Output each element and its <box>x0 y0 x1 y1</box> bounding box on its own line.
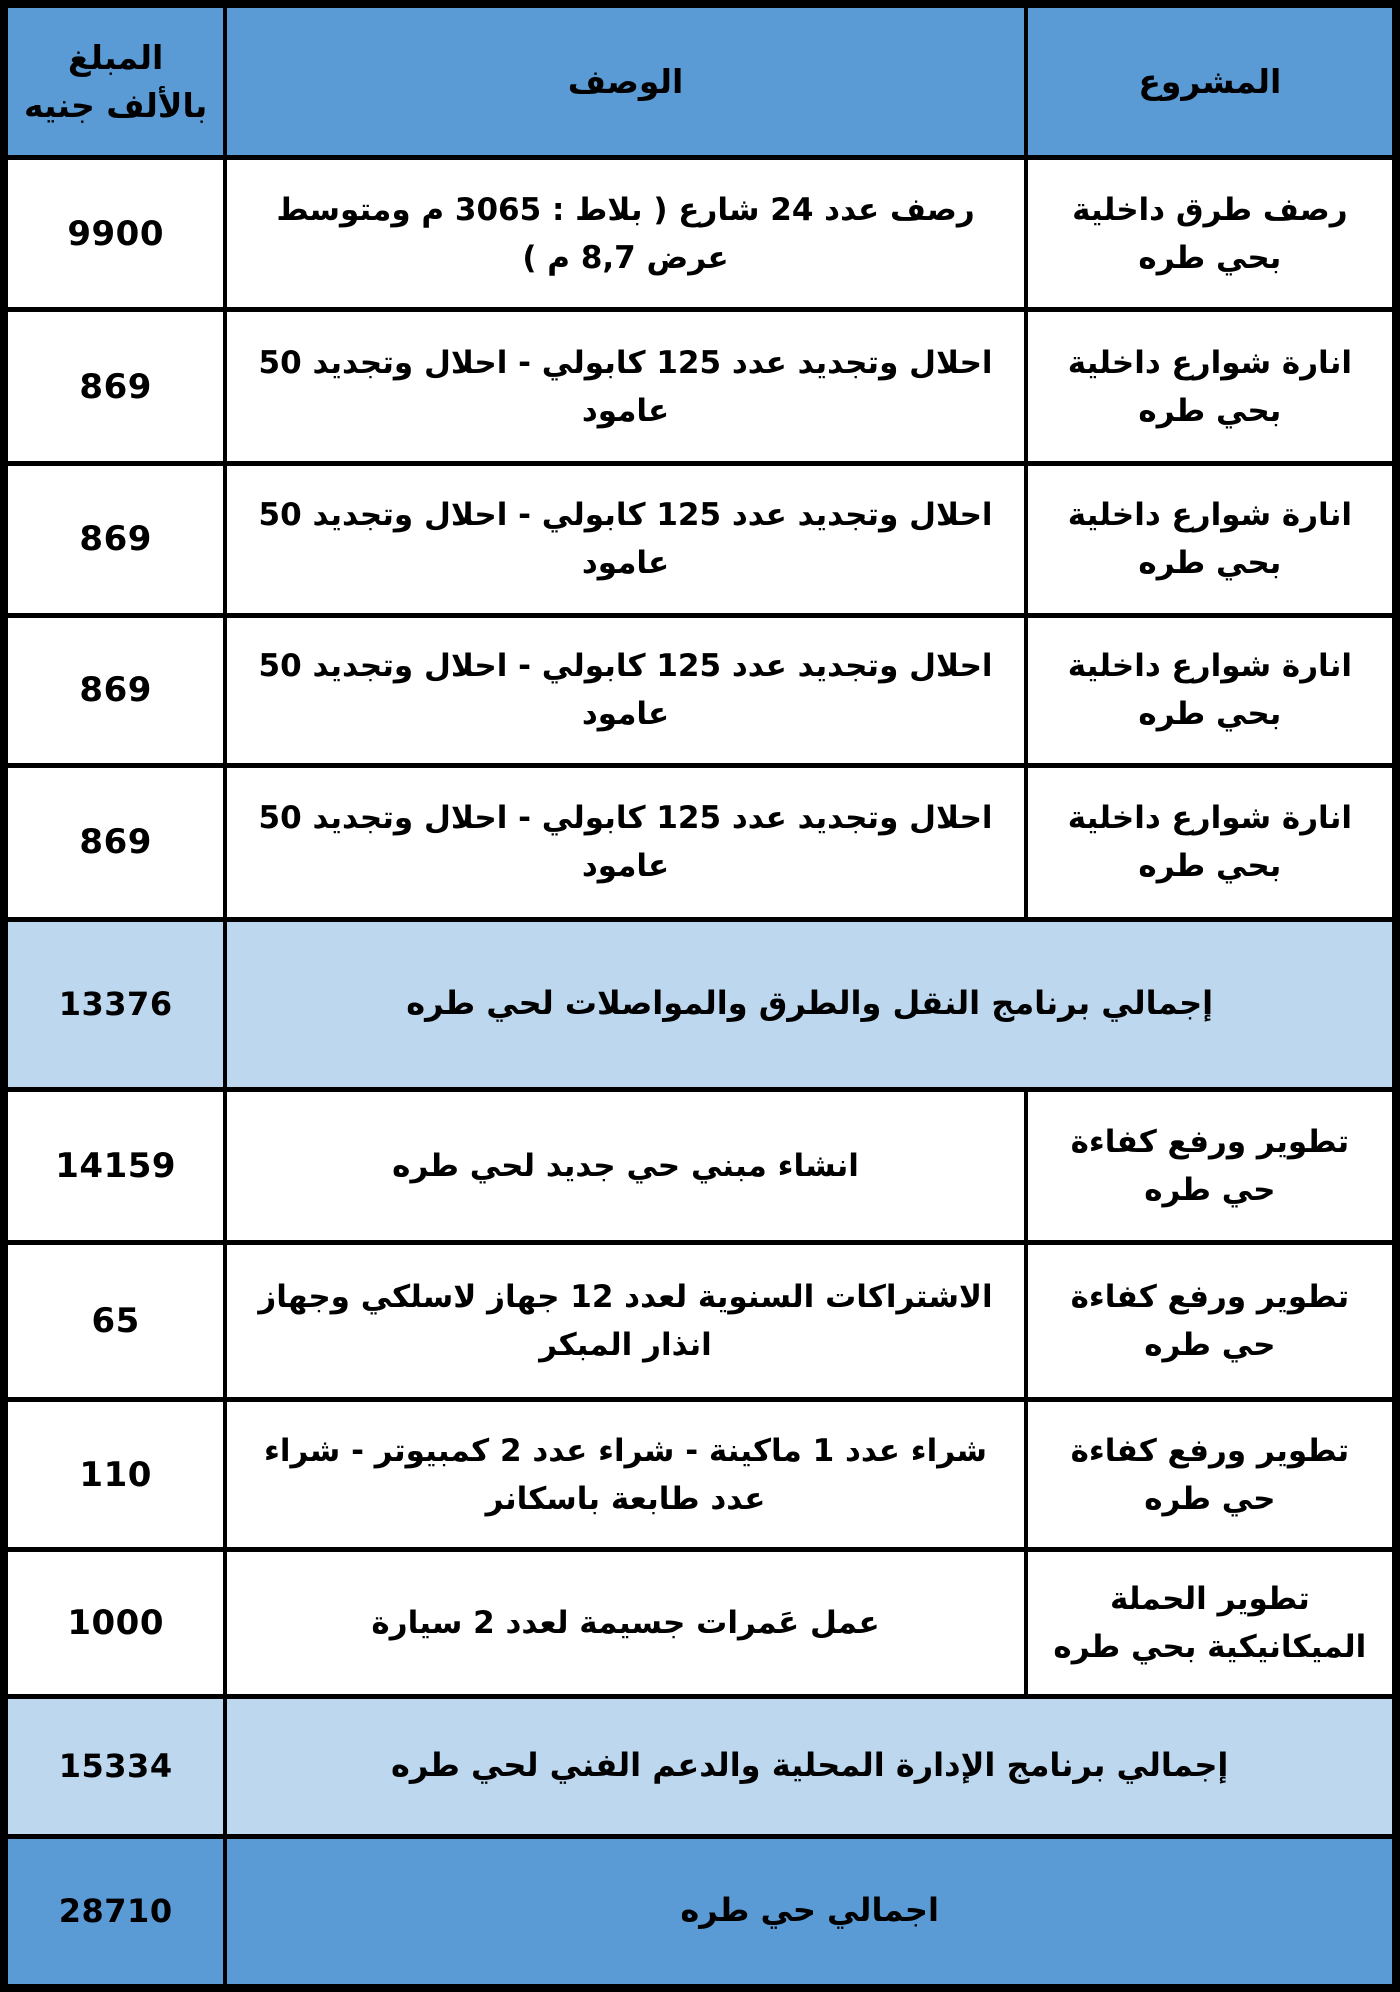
subtotal-amount: 15334 <box>4 1696 225 1836</box>
amount-cell: 14159 <box>4 1089 225 1243</box>
grand-total-amount: 28710 <box>4 1836 225 1988</box>
description-cell: انشاء مبني حي جديد لحي طره <box>225 1089 1025 1243</box>
description-cell: رصف عدد 24 شارع ( بلاط : 3065 م ومتوسط عرض 8,7 م ) <box>225 158 1025 310</box>
description-cell: احلال وتجديد عدد 125 كابولي - احلال وتجديد 50 عامود <box>225 615 1025 765</box>
subtotal-label: إجمالي برنامج النقل والطرق والمواصلات لحي طره <box>225 919 1396 1089</box>
amount-cell: 869 <box>4 615 225 765</box>
subtotal-label: إجمالي برنامج الإدارة المحلية والدعم الفني لحي طره <box>225 1696 1396 1836</box>
description-cell: شراء عدد 1 ماكينة - شراء عدد 2 كمبيوتر - شراء عدد طابعة باسكانر <box>225 1400 1025 1550</box>
project-cell: تطوير ورفع كفاءة حي طره <box>1026 1243 1396 1400</box>
grand-total-label: اجمالي حي طره <box>225 1836 1396 1988</box>
header-amount-line1: المبلغ <box>68 37 164 77</box>
project-cell: تطوير ورفع كفاءة حي طره <box>1026 1400 1396 1550</box>
header-description: الوصف <box>225 4 1025 158</box>
amount-cell: 869 <box>4 310 225 464</box>
project-cell: رصف طرق داخلية بحي طره <box>1026 158 1396 310</box>
description-cell: احلال وتجديد عدد 125 كابولي - احلال وتجديد 50 عامود <box>225 464 1025 616</box>
description-cell: احلال وتجديد عدد 125 كابولي - احلال وتجديد 50 عامود <box>225 310 1025 464</box>
description-cell: عمل عَمرات جسيمة لعدد 2 سيارة <box>225 1550 1025 1697</box>
project-cell: انارة شوارع داخلية بحي طره <box>1026 765 1396 919</box>
subtotal-amount: 13376 <box>4 919 225 1089</box>
table-header-row <box>4 4 1396 158</box>
amount-cell: 869 <box>4 765 225 919</box>
table-row <box>4 1400 1396 1550</box>
project-cell: تطوير الحملة الميكانيكية بحي طره <box>1026 1550 1396 1697</box>
grand-total-row <box>4 1836 1396 1988</box>
header-amount-line2: بالألف جنيه <box>24 85 208 125</box>
project-cell: تطوير ورفع كفاءة حي طره <box>1026 1089 1396 1243</box>
table-row <box>4 615 1396 765</box>
table-row <box>4 464 1396 616</box>
amount-cell: 65 <box>4 1243 225 1400</box>
header-project: المشروع <box>1026 4 1396 158</box>
subtotal-row-transport <box>4 919 1396 1089</box>
table-row <box>4 1243 1396 1400</box>
table-row <box>4 158 1396 310</box>
subtotal-row-local-admin <box>4 1696 1396 1836</box>
project-cell: انارة شوارع داخلية بحي طره <box>1026 310 1396 464</box>
table-row <box>4 310 1396 464</box>
amount-cell: 869 <box>4 464 225 616</box>
table-row <box>4 765 1396 919</box>
description-cell: الاشتراكات السنوية لعدد 12 جهاز لاسلكي وجهاز انذار المبكر <box>225 1243 1025 1400</box>
amount-cell: 110 <box>4 1400 225 1550</box>
table-row <box>4 1550 1396 1697</box>
amount-cell: 9900 <box>4 158 225 310</box>
header-amount <box>4 4 225 158</box>
description-cell: احلال وتجديد عدد 125 كابولي - احلال وتجديد 50 عامود <box>225 765 1025 919</box>
project-cell: انارة شوارع داخلية بحي طره <box>1026 464 1396 616</box>
project-cell: انارة شوارع داخلية بحي طره <box>1026 615 1396 765</box>
table-row <box>4 1089 1396 1243</box>
amount-cell: 1000 <box>4 1550 225 1697</box>
